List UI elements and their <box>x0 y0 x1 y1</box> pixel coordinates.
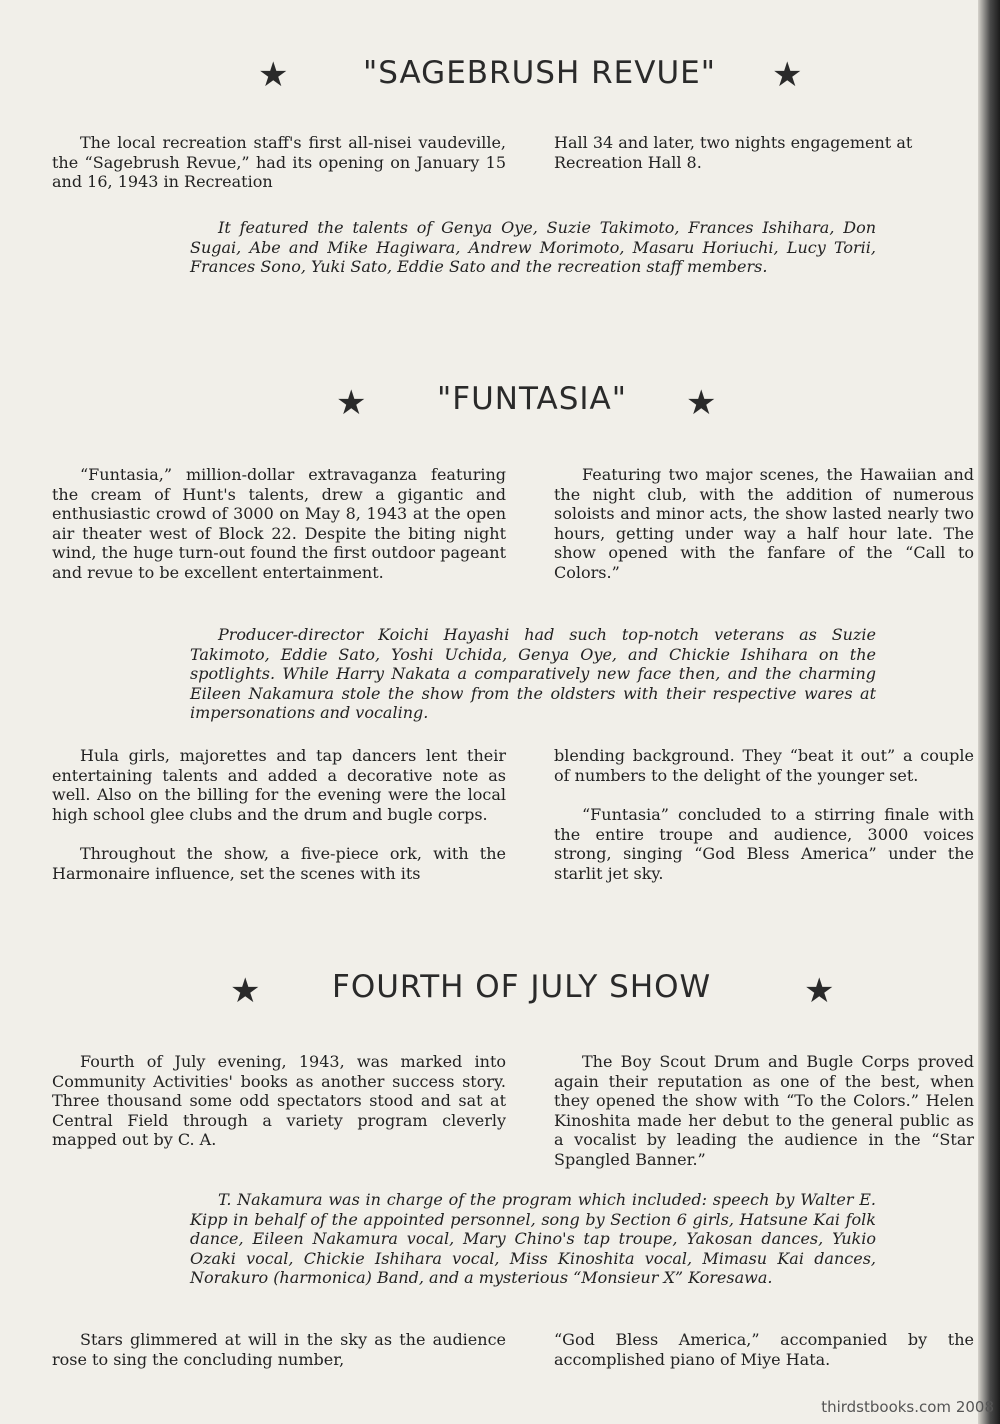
star-icon: ★ <box>686 383 718 423</box>
funtasia-left-paragraph-3: Throughout the show, a five-piece ork, with the Harmonaire influence, set the scenes with its <box>52 844 506 883</box>
funtasia-right-paragraph-2: blending background. They “beat it out” a couple of numbers to the delight of the younger set. <box>554 746 974 785</box>
sagebrush-performers: It featured the talents of Genya Oye, Suzie Takimoto, Frances Ishihara, Don Sugai, Abe and Mike Hagiwara, Andrew Morimoto, Masaru Horiuchi, Lucy Torii, Frances Sono, Yuki Sato, Eddie Sato and the recreation staff members. <box>190 218 876 277</box>
funtasia-left-paragraph: “Funtasia,” million-dollar extravaganza featuring the cream of Hunt's talents, drew a gigantic and enthusiastic crowd of 3000 on May 8, 1943 at the open air theater west of Block 22. Despite the biting night wind, the huge turn-out found the first outdoor pageant and revue to be excellent entertainment. <box>52 465 506 582</box>
section-title: "FUNTASIA" <box>437 381 627 417</box>
funtasia-credits: Producer-director Koichi Hayashi had such top-notch veterans as Suzie Takimoto, Eddie Sato, Yoshi Uchida, Genya Oye, and Chickie Ishihara on the spotlights. While Harry Nakata a comparatively new face then, and the charming Eileen Nakamura stole the show from the oldsters with their respective wares at impersonations and vocaling. <box>190 625 876 723</box>
section-title: FOURTH OF JULY SHOW <box>332 969 712 1005</box>
book-spine-shadow <box>978 0 1000 1424</box>
fourth-of-july-left-paragraph: Fourth of July evening, 1943, was marked into Community Activities' books as another success story. Three thousand some odd spectators stood and sat at Central Field through a variety program cleverly mapped out by C. A. <box>52 1052 506 1150</box>
fourth-of-july-program: T. Nakamura was in charge of the program which included: speech by Walter E. Kipp in behalf of the appointed personnel, song by Section 6 girls, Hatsune Kai folk dance, Eileen Nakamura vocal, Mary Chino's tap troupe, Yakosan dances, Yukio Ozaki vocal, Chickie Ishihara vocal, Miss Kinoshita vocal, Mimasu Kai dances, Norakuro (harmonica) Band, and a mysterious “Monsieur X” Koresawa. <box>190 1190 876 1288</box>
section-title: "SAGEBRUSH REVUE" <box>363 55 716 91</box>
funtasia-right-paragraph-3: “Funtasia” concluded to a stirring finale with the entire troupe and audience, 3000 voices strong, singing “God Bless America” under the starlit jet sky. <box>554 805 974 883</box>
fourth-of-july-right-paragraph: The Boy Scout Drum and Bugle Corps proved again their reputation as one of the best, when they opened the show with “To the Colors.” Helen Kinoshita made her debut to the general public as a vocalist by leading the audience in the “Star Spangled Banner.” <box>554 1052 974 1169</box>
sagebrush-right-paragraph: Hall 34 and later, two nights engagement at Recreation Hall 8. <box>554 133 913 172</box>
star-icon: ★ <box>258 55 290 95</box>
sagebrush-left-paragraph: The local recreation staff's first all-nisei vaudeville, the “Sagebrush Revue,” had its opening on January 15 and 16, 1943 in Recreation <box>52 133 506 192</box>
watermark-footer: thirdstbooks.com 2008 <box>821 1398 994 1416</box>
fourth-of-july-right-paragraph-2: “God Bless America,” accompanied by the accomplished piano of Miye Hata. <box>554 1330 974 1369</box>
star-icon: ★ <box>230 971 262 1011</box>
star-icon: ★ <box>772 55 804 95</box>
funtasia-left-paragraph-2: Hula girls, majorettes and tap dancers lent their entertaining talents and added a decorative note as well. Also on the billing for the evening were the local high school glee clubs and the drum and bugle corps. <box>52 746 506 824</box>
funtasia-right-paragraph: Featuring two major scenes, the Hawaiian and the night club, with the addition of numerous soloists and minor acts, the show lasted nearly two hours, getting under way a half hour late. The show opened with the fanfare of the “Call to Colors.” <box>554 465 974 582</box>
star-icon: ★ <box>336 383 368 423</box>
fourth-of-july-left-paragraph-2: Stars glimmered at will in the sky as the audience rose to sing the concluding number, <box>52 1330 506 1369</box>
star-icon: ★ <box>804 971 836 1011</box>
